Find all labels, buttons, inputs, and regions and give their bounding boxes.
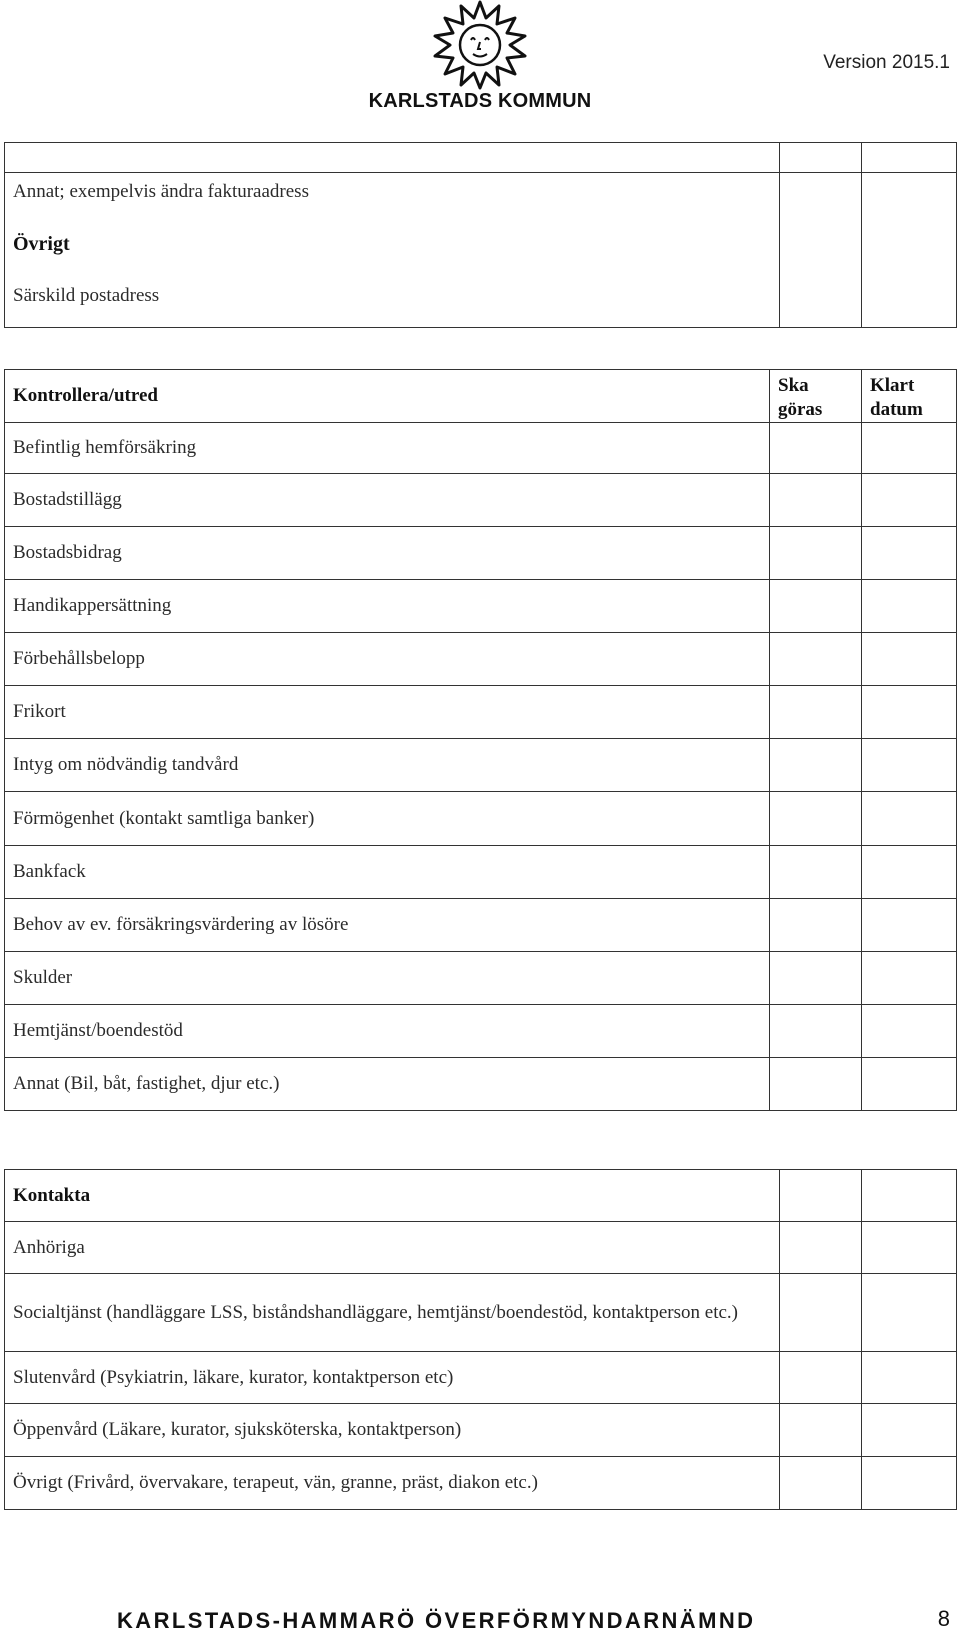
row-label: Särskild postadress [13, 285, 160, 306]
row-label: Socialtjänst (handläggare LSS, biståndshandläggare, hemtjänst/boendestöd, kontaktperson etc.) [5, 1274, 780, 1352]
klart-datum-cell[interactable] [862, 1274, 957, 1352]
klart-datum-cell[interactable] [862, 527, 957, 580]
table-row [5, 423, 957, 474]
table-row [5, 899, 957, 952]
ska-goras-cell[interactable] [780, 1274, 862, 1352]
klart-datum-cell[interactable] [862, 1058, 957, 1111]
row-label: Hemtjänst/boendestöd [5, 1005, 770, 1058]
table-row [5, 527, 957, 580]
klart-datum-cell[interactable] [862, 1404, 957, 1457]
table-row [5, 1457, 957, 1510]
table-cell [862, 143, 957, 173]
ska-goras-cell[interactable] [770, 1005, 862, 1058]
row-label: Bostadsbidrag [5, 527, 770, 580]
table-row [5, 1274, 957, 1352]
table-cell [780, 143, 862, 173]
table-header-row [5, 1170, 957, 1222]
row-label: Bankfack [5, 846, 770, 899]
row-label: Övrigt (Frivård, övervakare, terapeut, vän, granne, präst, diakon etc.) [5, 1457, 780, 1510]
klart-datum-cell[interactable] [862, 474, 957, 527]
table-cell [862, 1170, 957, 1222]
row-label: Befintlig hemförsäkring [5, 423, 770, 474]
ska-goras-cell[interactable] [770, 474, 862, 527]
klart-datum-cell[interactable] [862, 792, 957, 846]
klart-datum-cell[interactable] [862, 173, 957, 328]
table-cell [5, 143, 780, 173]
ska-goras-cell[interactable] [770, 580, 862, 633]
klart-datum-cell[interactable] [862, 423, 957, 474]
ska-goras-cell[interactable] [770, 899, 862, 952]
ovrigt-cell [5, 173, 780, 328]
karlstads-kommun-logo [352, 0, 608, 118]
row-label: Slutenvård (Psykiatrin, läkare, kurator, kontaktperson etc) [5, 1352, 780, 1404]
table-row [5, 792, 957, 846]
table-row [5, 1404, 957, 1457]
klart-datum-cell[interactable] [862, 1352, 957, 1404]
klart-datum-cell[interactable] [862, 1005, 957, 1058]
klart-datum-cell[interactable] [862, 952, 957, 1005]
table-row [5, 1352, 957, 1404]
ska-goras-cell[interactable] [780, 1352, 862, 1404]
row-label: Intyg om nödvändig tandvård [5, 739, 770, 792]
ska-goras-cell[interactable] [770, 633, 862, 686]
row-label: Öppenvård (Läkare, kurator, sjuksköterska, kontaktperson) [5, 1404, 780, 1457]
logo-text: KARLSTADS KOMMUN [368, 90, 592, 112]
table-header-row [5, 370, 957, 423]
klart-datum-cell[interactable] [862, 633, 957, 686]
table-ovrigt [4, 142, 957, 328]
ska-goras-cell[interactable] [780, 173, 862, 328]
table-cell [780, 1170, 862, 1222]
ska-goras-cell[interactable] [770, 739, 862, 792]
table-row [5, 686, 957, 739]
row-label: Bostadstillägg [5, 474, 770, 527]
footer-text: KARLSTADS-HAMMARÖ ÖVERFÖRMYNDARNÄMND [117, 1608, 756, 1633]
column-header-klart-datum: Klart datum [862, 370, 957, 423]
table-row [5, 1005, 957, 1058]
section-title: Kontrollera/utred [5, 370, 770, 423]
ska-goras-cell[interactable] [770, 792, 862, 846]
ska-goras-cell[interactable] [770, 1058, 862, 1111]
klart-datum-cell[interactable] [862, 1222, 957, 1274]
ska-goras-cell[interactable] [770, 952, 862, 1005]
table-row [5, 846, 957, 899]
table-row [5, 1058, 957, 1111]
page-header [0, 0, 960, 130]
table-row [5, 143, 957, 173]
klart-datum-cell[interactable] [862, 686, 957, 739]
table-row [5, 633, 957, 686]
table-kontrollera [4, 369, 957, 1111]
ska-goras-cell[interactable] [770, 423, 862, 474]
klart-datum-cell[interactable] [862, 846, 957, 899]
page-number: 8 [937, 1606, 950, 1631]
klart-datum-cell[interactable] [862, 899, 957, 952]
table-kontakta [4, 1169, 957, 1510]
row-label: Annat; exempelvis ändra fakturaadress [13, 181, 309, 202]
ska-goras-cell[interactable] [770, 686, 862, 739]
table-row [5, 173, 957, 328]
ska-goras-cell[interactable] [770, 527, 862, 580]
row-label: Handikappersättning [5, 580, 770, 633]
row-label-bold: Övrigt [13, 233, 70, 255]
klart-datum-cell[interactable] [862, 580, 957, 633]
ska-goras-cell[interactable] [780, 1222, 862, 1274]
table-row [5, 580, 957, 633]
table-row [5, 739, 957, 792]
section-title: Kontakta [5, 1170, 780, 1222]
row-label: Annat (Bil, båt, fastighet, djur etc.) [5, 1058, 770, 1111]
row-label: Skulder [5, 952, 770, 1005]
klart-datum-cell[interactable] [862, 1457, 957, 1510]
sun-logo-icon [433, 0, 527, 90]
table-row [5, 952, 957, 1005]
page-footer [0, 1604, 960, 1634]
row-label: Frikort [5, 686, 770, 739]
ska-goras-cell[interactable] [780, 1457, 862, 1510]
row-label: Förmögenhet (kontakt samtliga banker) [5, 792, 770, 846]
version-label: Version 2015.1 [823, 52, 950, 73]
klart-datum-cell[interactable] [862, 739, 957, 792]
row-label: Förbehållsbelopp [5, 633, 770, 686]
ska-goras-cell[interactable] [780, 1404, 862, 1457]
row-label: Anhöriga [5, 1222, 780, 1274]
table-row [5, 1222, 957, 1274]
row-label: Behov av ev. försäkringsvärdering av lösöre [5, 899, 770, 952]
ska-goras-cell[interactable] [770, 846, 862, 899]
table-row [5, 474, 957, 527]
column-header-ska-goras: Ska göras [770, 370, 862, 423]
